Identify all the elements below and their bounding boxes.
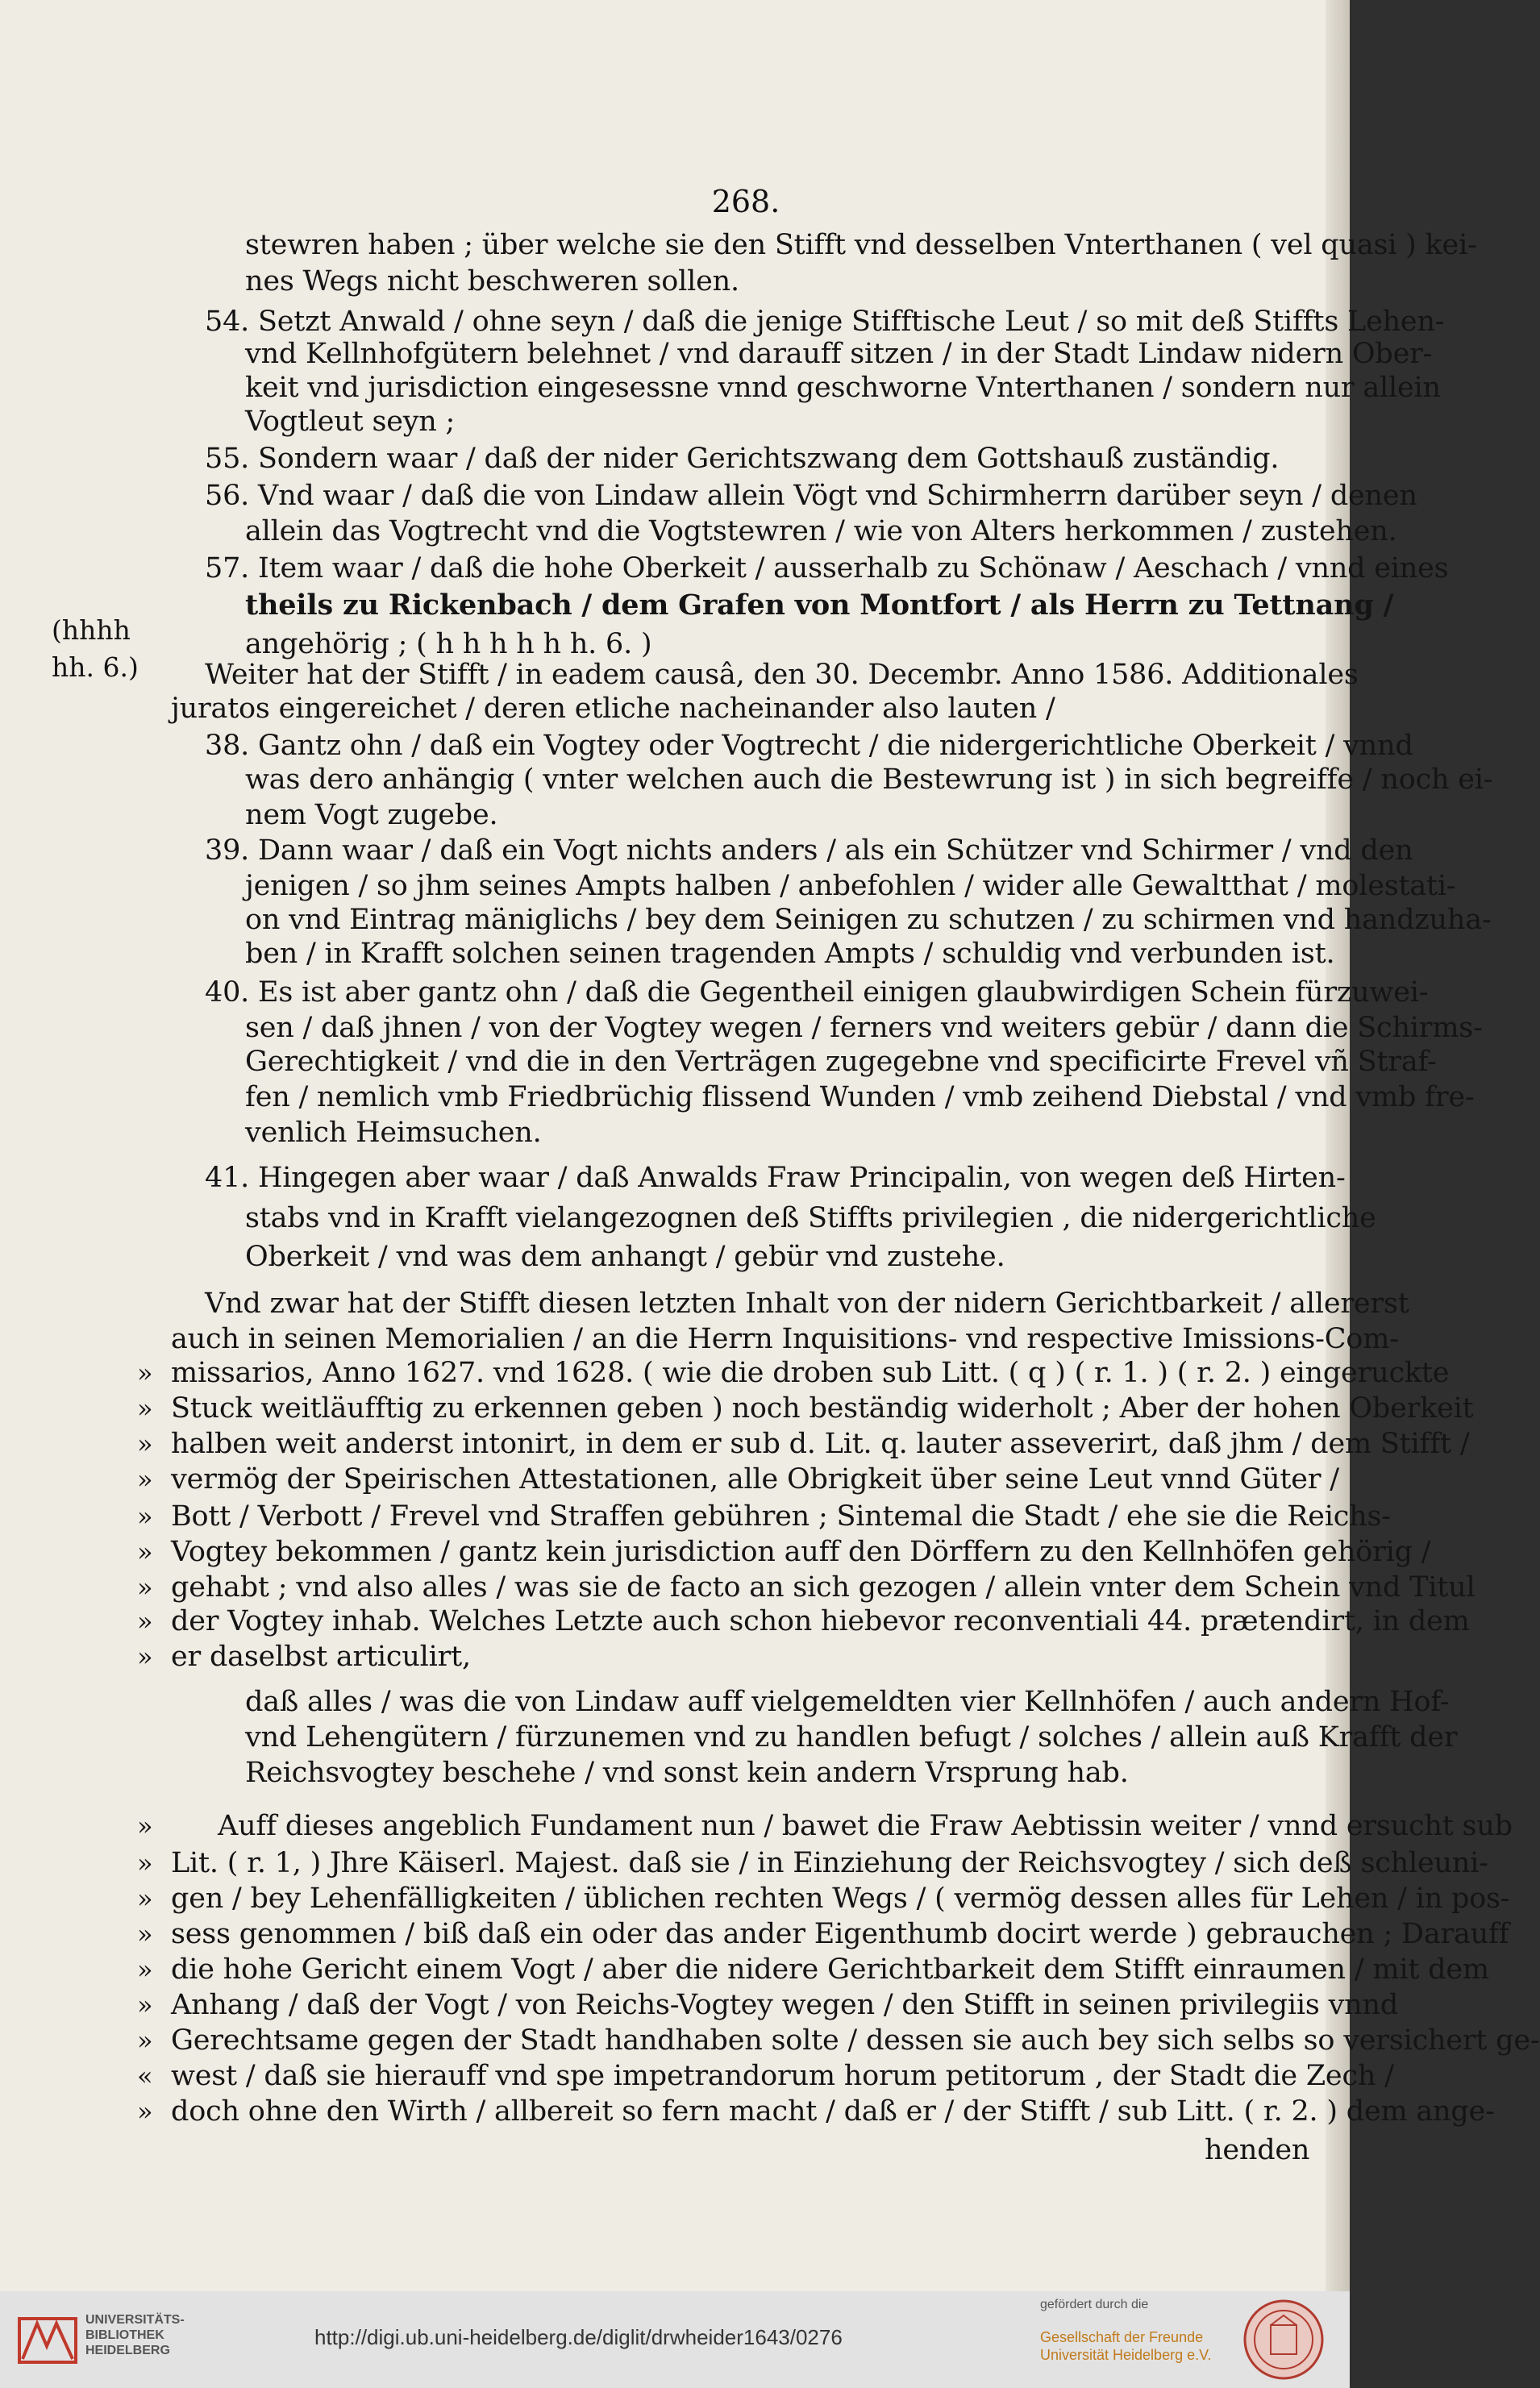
text-line: gen / bey Lehenfälligkeiten / üblichen rechten Wegs / ( vermög dessen alles für Lehen / in pos- (171, 1883, 1510, 1915)
text-line: Vogtey bekommen / gantz kein jurisdiction auff den Dörffern zu den Kellnhöfen gehörig / (171, 1536, 1431, 1568)
viewer-footer (0, 2291, 1350, 2388)
library-name: UNIVERSITÄTS- BIBLIOTHEK HEIDELBERG (85, 2313, 185, 2357)
text-line: sess genommen / biß daß ein oder das ander Eigenthumb docirt werde ) gebrauchen ; Darauff (171, 1918, 1509, 1950)
quote-mark: » (137, 1883, 153, 1914)
text-line: theils zu Rickenbach / dem Grafen von Montfort / als Herrn zu Tettnang / (245, 589, 1394, 622)
page-url[interactable]: http://digi.ub.uni-heidelberg.de/diglit/drwheider1643/0276 (314, 2325, 843, 2349)
text-line: Reichsvogtey beschehe / vnd sonst kein andern Vrsprung hab. (245, 1757, 1129, 1789)
text-line: jenigen / so jhm seines Ampts halben / anbefohlen / wider alle Gewaltthat / molestati- (245, 870, 1456, 902)
funded-by-label: gefördert durch die (1040, 2298, 1149, 2311)
text-line: juratos eingereichet / deren etliche nacheinander also lauten / (171, 693, 1055, 725)
text-line: 55. Sondern waar / daß der nider Gerichtszwang dem Gottshauß zuständig. (205, 443, 1280, 475)
text-line: Gerechtigkeit / vnd die in den Verträgen zugegebne vnd specificirte Frevel vñ Straf- (245, 1046, 1437, 1078)
quote-mark: » (137, 1358, 153, 1388)
text-line: on vnd Eintrag mäniglichs / bey dem Seinigen zu schutzen / zu schirmen vnd handzuha- (245, 904, 1492, 936)
quote-mark: » (137, 1537, 153, 1567)
text-line: stewren haben ; über welche sie den Stifft vnd desselben Vnterthanen ( vel quasi ) kei- (245, 229, 1477, 261)
text-line: Oberkeit / vnd was dem anhangt / gebür vnd zustehe. (245, 1241, 1005, 1273)
text-line: 57. Item waar / daß die hohe Oberkeit / ausserhalb zu Schönaw / Aeschach / vnnd eines (205, 552, 1449, 585)
text-line: die hohe Gericht einem Vogt / aber die nidere Gerichtbarkeit dem Stifft einraumen / mit dem (171, 1953, 1489, 1986)
text-line: stabs vnd in Krafft vielangezognen deß Stiffts privilegien , die nidergerichtliche (245, 1202, 1376, 1234)
quote-mark: » (137, 1811, 153, 1841)
text-line: halben weit anderst intonirt, in dem er sub d. Lit. q. lauter asseverirt, daß jhm / dem Stifft / (171, 1428, 1470, 1460)
quote-mark: » (137, 1919, 153, 1949)
quote-mark: » (137, 2025, 153, 2056)
catchword: henden (1205, 2134, 1310, 2166)
quote-mark: » (137, 1990, 153, 2020)
text-line: Weiter hat der Stifft / in eadem causâ, den 30. Decembr. Anno 1586. Additionales (205, 659, 1359, 691)
quote-mark: » (137, 1464, 153, 1495)
quote-mark: » (137, 1848, 153, 1878)
text-line: doch ohne den Wirth / allbereit so fern macht / daß er / der Stifft / sub Litt. ( r. 2. ) dem ange- (171, 2095, 1495, 2128)
text-line: was dero anhängig ( vnter welchen auch die Bestewrung ist ) in sich begreiffe / noch ei- (245, 763, 1493, 796)
quote-mark: » (137, 1606, 153, 1637)
text-line: nes Wegs nicht beschweren sollen. (245, 265, 739, 297)
text-line: er daselbst articulirt, (171, 1641, 471, 1673)
text-line: ben / in Krafft solchen seinen tragenden Ampts / schuldig vnd verbunden ist. (245, 938, 1335, 970)
text-line: Vogtleut seyn ; (245, 406, 456, 438)
text-line: vermög der Speirischen Attestationen, alle Obrigkeit über seine Leut vnnd Güter / (171, 1463, 1339, 1496)
text-line: 56. Vnd waar / daß die von Lindaw allein Vögt vnd Schirmherrn darüber seyn / denen (205, 480, 1417, 512)
text-line: 40. Es ist aber gantz ohn / daß die Gegentheil einigen glaubwirdigen Schein fürzuwei- (205, 976, 1429, 1009)
text-line: 41. Hingegen aber waar / daß Anwalds Fraw Principalin, von wegen deß Hirten- (205, 1162, 1346, 1194)
quote-mark: » (137, 1954, 153, 1985)
text-line: west / daß sie hierauff vnd spe impetrandorum horum petitorum , der Stadt die Zech / (171, 2060, 1394, 2092)
text-line: Stuck weitläufftig zu erkennen geben ) noch beständig widerholt ; Aber der hohen Oberkeit (171, 1392, 1474, 1425)
text-line: vnd Lehengütern / fürzunemen vnd zu handlen befugt / solches / allein auß Krafft der (245, 1721, 1458, 1754)
text-line: Lit. ( r. 1, ) Jhre Käiserl. Majest. daß sie / in Einziehung der Reichsvogtey / sich deß schleuni- (171, 1847, 1488, 1879)
text-line: missarios, Anno 1627. vnd 1628. ( wie die droben sub Litt. ( q ) ( r. 1. ) ( r. 2. ) eingeruckte (171, 1357, 1450, 1389)
page-number: 268. (711, 184, 780, 219)
university-library-logo[interactable] (15, 2306, 81, 2372)
text-line: daß alles / was die von Lindaw auff vielgemeldten vier Kellnhöfen / auch andern Hof- (245, 1686, 1450, 1718)
text-line: allein das Vogtrecht vnd die Vogtstewren / wie von Alters herkommen / zustehen. (245, 515, 1397, 547)
text-line: Anhang / daß der Vogt / von Reichs-Vogtey wegen / den Stifft in seinen privilegiis vnnd (171, 1989, 1399, 2021)
text-line: nem Vogt zugebe. (245, 799, 498, 831)
text-line: auch in seinen Memorialien / an die Herrn Inquisitions- vnd respective Imissions-Com- (171, 1323, 1399, 1355)
text-line: 38. Gantz ohn / daß ein Vogtey oder Vogtrecht / die nidergerichtliche Oberkeit / vnnd (205, 730, 1413, 762)
text-line: Vnd zwar hat der Stifft diesen letzten Inhalt von der nidern Gerichtbarkeit / allererst (205, 1288, 1409, 1320)
funder-name[interactable]: Gesellschaft der Freunde Universität Heidelberg e.V. (1040, 2329, 1212, 2363)
quote-mark: » (137, 1501, 153, 1532)
quote-mark: » (137, 1429, 153, 1459)
quote-mark: » (137, 2096, 153, 2127)
text-line: vnd Kellnhofgütern belehnet / vnd darauff sitzen / in der Stadt Lindaw nidern Ober- (245, 338, 1433, 370)
text-line: angehörig ; ( h h h h h h. 6. ) (245, 628, 652, 660)
margin-note-1: (hhhh (52, 614, 131, 646)
text-line: Auff dieses angeblich Fundament nun / bawet die Fraw Aebtissin weiter / vnnd ersucht sub (218, 1810, 1513, 1842)
text-line: fen / nemlich vmb Friedbrüchig flissend Wunden / vmb zeihend Diebstal / vnd vmb fre- (245, 1081, 1475, 1113)
text-line: keit vnd jurisdiction eingesessne vnnd geschworne Vnterthanen / sondern nur allein (245, 372, 1441, 404)
text-line: Bott / Verbott / Frevel vnd Straffen gebühren ; Sintemal die Stadt / ehe sie die Reichs- (171, 1500, 1391, 1533)
margin-note-2: hh. 6.) (52, 651, 139, 683)
university-seal-icon (1242, 2298, 1326, 2382)
text-line: 54. Setzt Anwald / ohne seyn / daß die jenige Stifftische Leut / so mit deß Stiffts Lehen- (205, 306, 1445, 338)
text-line: sen / daß jhnen / von der Vogtey wegen / ferners vnd weiters gebür / dann die Schirms- (245, 1012, 1483, 1044)
text-line: der Vogtey inhab. Welches Letzte auch schon hiebevor reconventiali 44. prætendirt, in dem (171, 1605, 1470, 1637)
quote-mark: « (137, 2061, 153, 2091)
quote-mark: » (137, 1572, 153, 1603)
quote-mark: » (137, 1641, 153, 1672)
text-line: gehabt ; vnd also alles / was sie de facto an sich gezogen / allein vnter dem Schein vnd Titul (171, 1571, 1475, 1604)
quote-mark: » (137, 1393, 153, 1424)
text-line: venlich Heimsuchen. (245, 1117, 542, 1149)
text-line: 39. Dann waar / daß ein Vogt nichts anders / als ein Schützer vnd Schirmer / vnd den (205, 834, 1413, 867)
text-line: Gerechtsame gegen der Stadt handhaben solte / dessen sie auch bey sich selbs so versichert ge- (171, 2024, 1540, 2057)
